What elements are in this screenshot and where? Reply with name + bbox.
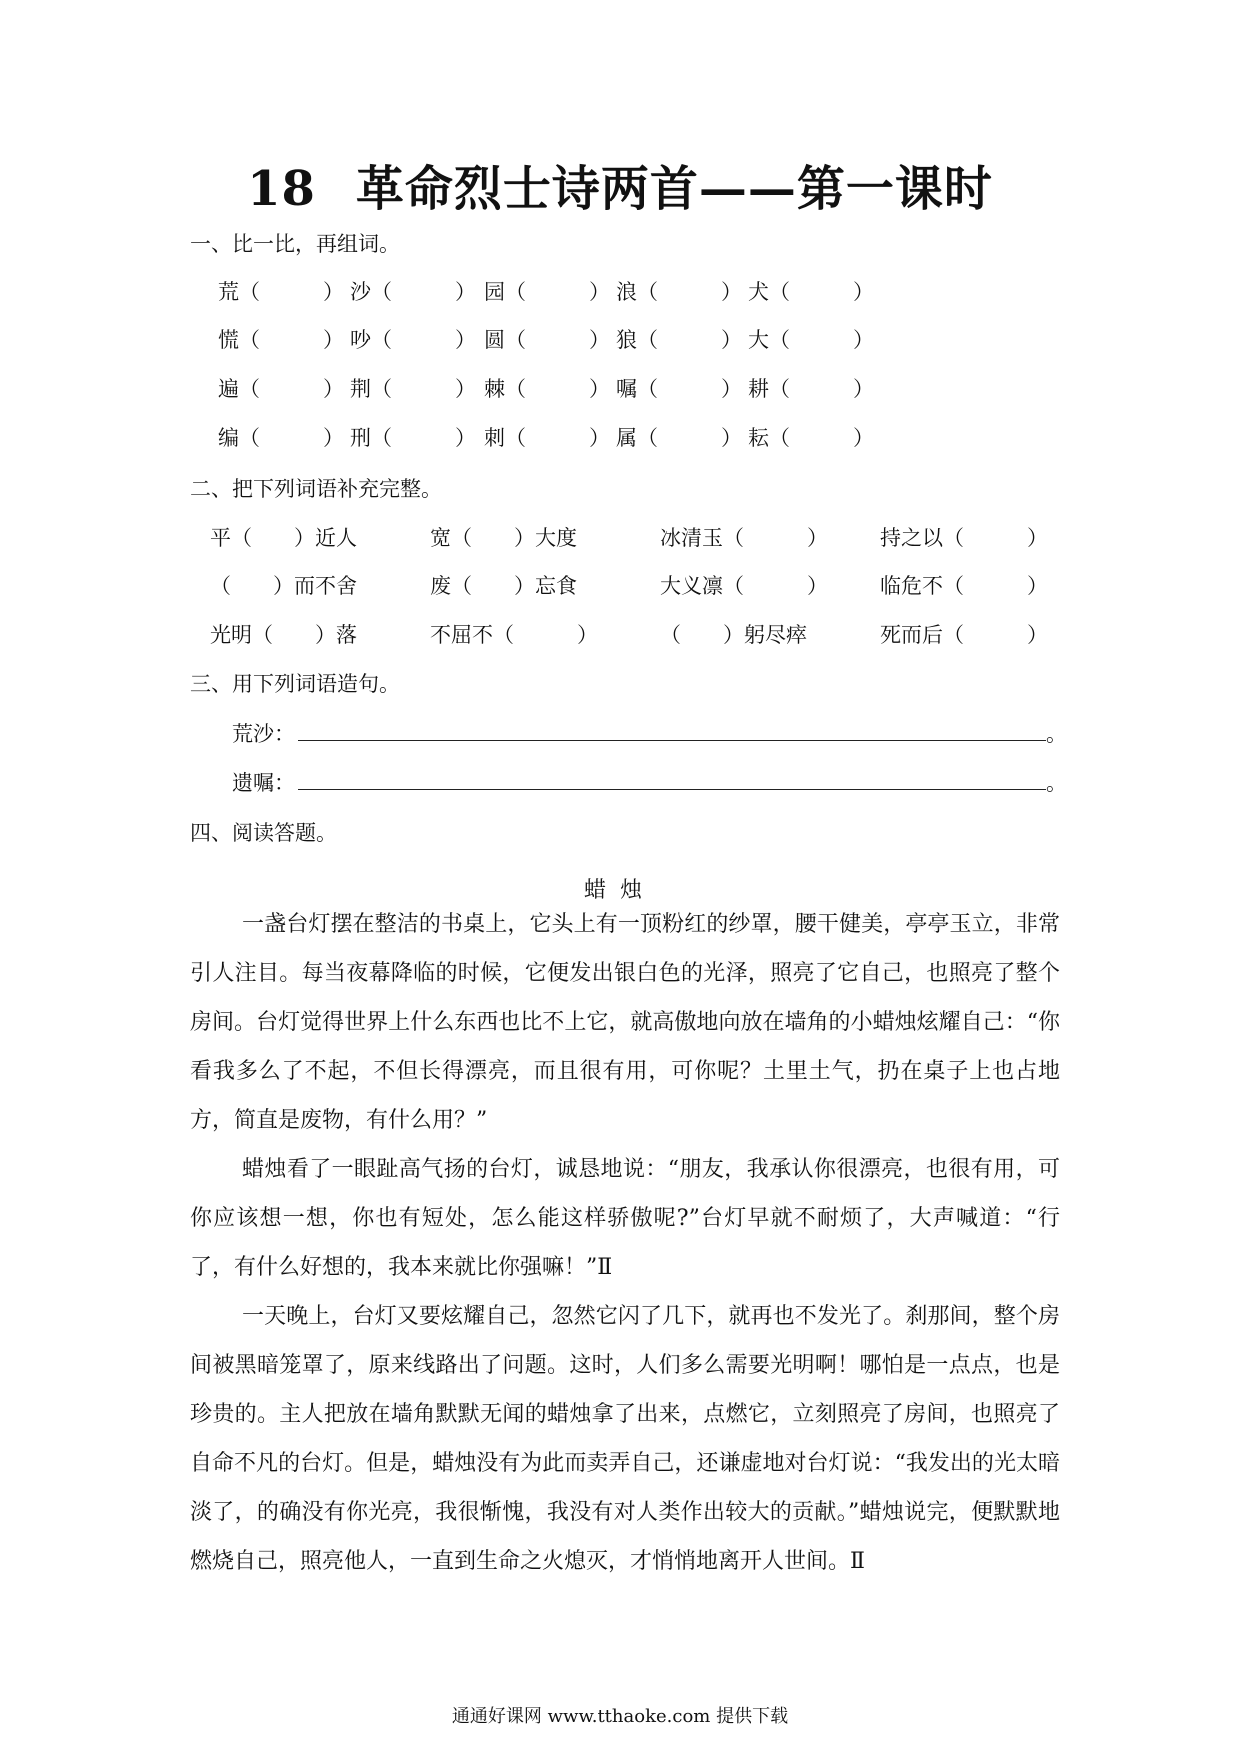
word-item: 棘（ ） <box>484 377 610 401</box>
reading-paragraph-3: 一天晚上，台灯又要炫耀自己，忽然它闪了几下，就再也不发光了。刹那间，整个房间被黑暗笼罩了，原来线路出了问题。这时，人们多么需要光明啊！哪怕是一点点，也是珍贵的。主人把放在墙角默默无闻的蜡烛拿了出来，点燃它，立刻照亮了房间，也照亮了自命不凡的台灯。但是，蜡烛没有为此而卖弄自己，还谦虚地对台灯说：“我发出的光太暗淡了，的确没有你光亮，我很惭愧，我没有对人类作出较大的贡献。”蜡烛说完，便默默地燃烧自己，照亮他人，一直到生命之火熄灭，才悄悄地离开人世间。Ⅱ <box>190 1304 1060 1574</box>
idiom-item: 冰清玉（ ） <box>660 526 828 550</box>
word-item: 浪（ ） <box>616 280 742 304</box>
answer-line-2[interactable] <box>298 789 1046 790</box>
idiom-item: 大义凛（ ） <box>660 574 828 598</box>
section-3-heading: 三、用下列词语造句。 <box>190 672 400 696</box>
idiom-item: 持之以（ ） <box>880 526 1048 550</box>
reading-paragraph-1: 一盏台灯摆在整洁的书桌上，它头上有一顶粉红的纱罩，腰干健美，亭亭玉立，非常引人注目。每当夜幕降临的时候，它便发出银白色的光泽，照亮了它自己，也照亮了整个房间。台灯觉得世界上什么东西也比不上它，就高傲地向放在墙角的小蜡烛炫耀自己：“你看我多么了不起，不但长得漂亮，而且很有用，可你呢？土里土气，扔在桌子上也占地方，简直是废物，有什么用？” <box>190 912 1060 1133</box>
footer-source: 通通好课网 www.tthaoke.com 提供下载 <box>451 1706 789 1727</box>
sentence-end-1: 。 <box>1046 722 1067 746</box>
lesson-number: 18 <box>247 161 316 217</box>
word-item: 耘（ ） <box>748 426 874 450</box>
idiom-item: 临危不（ ） <box>880 574 1048 598</box>
idiom-item: 废（ ）忘食 <box>430 574 577 598</box>
section-2-heading: 二、把下列词语补充完整。 <box>190 477 442 501</box>
reading-paragraph-2: 蜡烛看了一眼趾高气扬的台灯，诚恳地说：“朋友，我承认你很漂亮，也很有用，可你应该想一想，你也有短处，怎么能这样骄傲呢?”台灯早就不耐烦了，大声喊道：“行了，有什么好想的，我本来就比你强嘛！”Ⅱ <box>190 1157 1060 1280</box>
word-item: 大（ ） <box>748 328 874 352</box>
word-item: 慌（ ） <box>218 328 344 352</box>
word-item: 刑（ ） <box>350 426 476 450</box>
word-item: 耕（ ） <box>748 377 874 401</box>
word-item: 吵（ ） <box>350 328 476 352</box>
word-item: 编（ ） <box>218 426 344 450</box>
word-item: 荒（ ） <box>218 280 344 304</box>
word-item: 刺（ ） <box>484 426 610 450</box>
lesson-title: 革命烈士诗两首——第一课时 <box>355 161 993 217</box>
word-item: 属（ ） <box>616 426 742 450</box>
idiom-item: 宽（ ）大度 <box>430 526 577 550</box>
sentence-label-1: 荒沙： <box>232 722 295 746</box>
word-item: 嘱（ ） <box>616 377 742 401</box>
section-1-heading: 一、比一比，再组词。 <box>190 232 400 256</box>
sentence-label-2: 遗嘱： <box>232 771 295 795</box>
idiom-item: 不屈不（ ） <box>430 623 598 647</box>
word-item: 遍（ ） <box>218 377 344 401</box>
section-4-heading: 四、阅读答题。 <box>190 821 337 845</box>
reading-title: 蜡烛 <box>583 878 656 903</box>
idiom-item: （ ）而不舍 <box>210 574 357 598</box>
word-item: 沙（ ） <box>350 280 476 304</box>
word-item: 圆（ ） <box>484 328 610 352</box>
word-item: 荆（ ） <box>350 377 476 401</box>
answer-line-1[interactable] <box>298 740 1046 741</box>
idiom-item: 平（ ）近人 <box>210 526 357 550</box>
idiom-item: 死而后（ ） <box>880 623 1048 647</box>
word-item: 狼（ ） <box>616 328 742 352</box>
page-title <box>0 150 1240 219</box>
word-item: 园（ ） <box>484 280 610 304</box>
idiom-item: （ ）躬尽瘁 <box>660 623 807 647</box>
word-item: 犬（ ） <box>748 280 874 304</box>
sentence-end-2: 。 <box>1046 771 1067 795</box>
idiom-item: 光明（ ）落 <box>210 623 357 647</box>
